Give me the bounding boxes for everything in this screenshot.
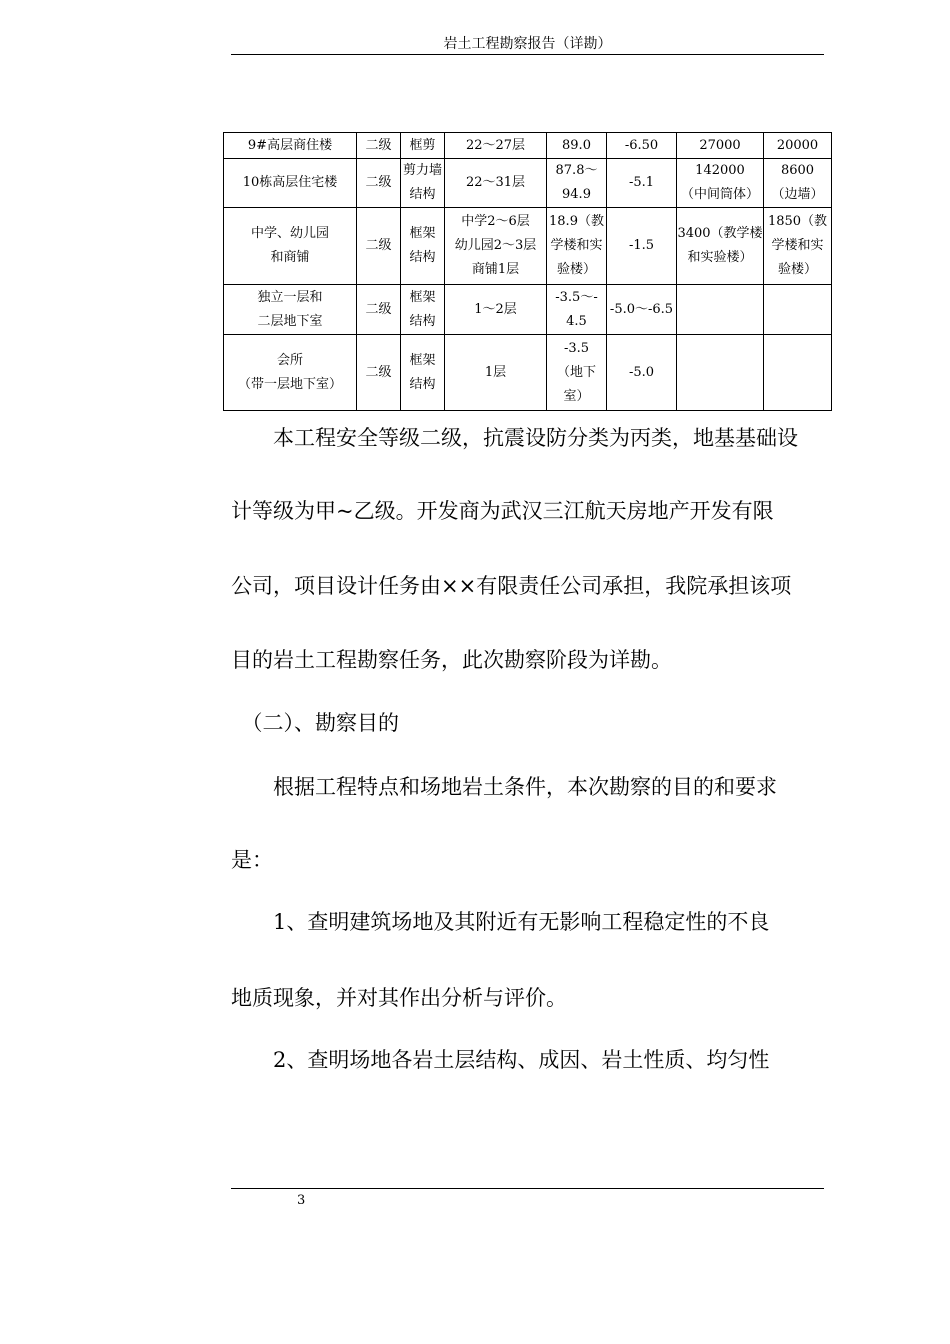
- cell-text: 94.9: [562, 187, 591, 202]
- cell-text: 27000: [699, 137, 741, 153]
- table-cell: [677, 285, 764, 335]
- table-cell: [547, 159, 607, 208]
- table-cell: [607, 133, 677, 159]
- table-cell: [677, 335, 764, 411]
- cell-text: -6.50: [624, 137, 659, 153]
- table-cell: [764, 208, 832, 285]
- table-cell: [401, 133, 445, 159]
- paragraph-line: 本工程安全等级二级，抗震设防分类为丙类，地基基础设: [231, 426, 798, 450]
- cell-text: 框架: [409, 352, 436, 368]
- table-cell: [764, 335, 832, 411]
- cell-text: 验楼）: [777, 262, 817, 277]
- cell-text: 商铺1层: [471, 262, 520, 277]
- cell-text: 10栋高层住宅楼: [242, 175, 338, 190]
- table-cell: [401, 285, 445, 335]
- table-cell: [357, 133, 401, 159]
- table-cell: [224, 208, 357, 285]
- cell-text: 幼儿园2～3层: [454, 238, 537, 253]
- cell-text: 89.0: [562, 137, 591, 153]
- cell-text: 和实验楼）: [687, 250, 753, 265]
- table-cell: [445, 159, 547, 208]
- cell-text: 4.5: [566, 313, 587, 329]
- cell-text: 1层: [484, 364, 507, 380]
- cell-text: 结构: [409, 250, 436, 265]
- table-cell: [607, 285, 677, 335]
- table-row: [224, 335, 832, 411]
- cell-text: 87.8～: [555, 163, 598, 178]
- cell-text: 二级: [365, 301, 392, 317]
- paragraph-line: 2、查明场地各岩土层结构、成因、岩土性质、均匀性: [231, 1048, 770, 1072]
- cell-text: 结构: [409, 187, 436, 202]
- cell-text: （边墙）: [771, 187, 824, 202]
- paragraph-line: 是：: [231, 848, 273, 872]
- table-cell: [547, 335, 607, 411]
- table-cell: [764, 133, 832, 159]
- cell-text: 142000: [695, 163, 745, 178]
- table-cell: [445, 285, 547, 335]
- table-cell: [224, 335, 357, 411]
- page-header: [231, 34, 824, 55]
- table-cell: [445, 133, 547, 159]
- table-cell: [547, 208, 607, 285]
- table-cell: [224, 285, 357, 335]
- cell-text: 结构: [409, 376, 436, 392]
- table-cell: [764, 285, 832, 335]
- table-cell: [357, 285, 401, 335]
- page-number: 3: [297, 1193, 306, 1208]
- cell-text: 中学、幼儿园: [250, 226, 329, 241]
- table-cell: [357, 159, 401, 208]
- cell-text: 二级: [365, 175, 392, 190]
- cell-text: 框架: [409, 289, 436, 305]
- cell-text: （中间筒体）: [680, 187, 759, 202]
- table-cell: [224, 159, 357, 208]
- cell-text: 二层地下室: [257, 313, 323, 329]
- paragraph-line: 1、查明建筑场地及其附近有无影响工程稳定性的不良: [231, 910, 770, 934]
- cell-text: 9#高层商住楼: [247, 137, 333, 153]
- table-row: [224, 285, 832, 335]
- cell-text: -1.5: [628, 238, 655, 253]
- table-cell: [764, 159, 832, 208]
- table-row: [224, 159, 832, 208]
- cell-text: -5.1: [628, 175, 655, 190]
- table-row: [224, 133, 832, 159]
- table-cell: [357, 335, 401, 411]
- cell-text: 8600: [780, 163, 815, 178]
- cell-text: 二级: [365, 238, 392, 253]
- table-cell: [607, 159, 677, 208]
- cell-text: 和商铺: [270, 250, 310, 265]
- table-cell: [677, 159, 764, 208]
- building-spec-table: [223, 132, 832, 411]
- cell-text: 室）: [563, 388, 590, 404]
- cell-text: 验楼）: [556, 262, 596, 277]
- header-title: 岩土工程勘察报告（详勘）: [443, 36, 612, 52]
- table-cell: [401, 208, 445, 285]
- table-cell: [607, 208, 677, 285]
- cell-text: 22～31层: [465, 175, 526, 190]
- cell-text: 3400（教学楼: [677, 226, 763, 241]
- paragraph-line: 计等级为甲~乙级。开发商为武汉三江航天房地产开发有限: [231, 499, 774, 523]
- table-cell: [224, 133, 357, 159]
- cell-text: 1850（教: [767, 214, 828, 229]
- table-cell: [547, 285, 607, 335]
- paragraph-line: 目的岩土工程勘察任务，此次勘察阶段为详勘。: [231, 648, 672, 672]
- table-cell: [547, 133, 607, 159]
- cell-text: 结构: [409, 313, 436, 329]
- cell-text: 中学2～6层: [461, 214, 530, 229]
- table-cell: [401, 159, 445, 208]
- table-cell: [357, 208, 401, 285]
- table-cell: [445, 335, 547, 411]
- footer-rule: [231, 1188, 824, 1189]
- table-cell: [677, 208, 764, 285]
- cell-text: 1～2层: [474, 301, 517, 317]
- cell-text: -5.0: [628, 364, 655, 380]
- cell-text: 二级: [365, 137, 392, 153]
- cell-text: （带一层地下室）: [237, 376, 342, 392]
- cell-text: -5.0～-6.5: [609, 301, 674, 317]
- cell-text: 二级: [365, 364, 392, 380]
- cell-text: 会所: [276, 352, 303, 368]
- cell-text: 学楼和实: [550, 238, 603, 253]
- cell-text: 剪力墙: [402, 163, 442, 178]
- cell-text: 22～27层: [465, 137, 526, 153]
- paragraph-line: 地质现象，并对其作出分析与评价。: [231, 986, 567, 1010]
- cell-text: （地下: [556, 364, 596, 380]
- cell-text: -3.5: [563, 340, 590, 356]
- table-cell: [445, 208, 547, 285]
- cell-text: 18.9（教: [549, 214, 604, 229]
- cell-text: 20000: [776, 137, 819, 153]
- cell-text: 学楼和实: [771, 238, 824, 253]
- cell-text: -3.5～-: [555, 289, 598, 305]
- table-cell: [607, 335, 677, 411]
- cell-text: 框剪: [409, 137, 436, 153]
- table-row: [224, 208, 832, 285]
- table-cell: [401, 335, 445, 411]
- paragraph-line: 根据工程特点和场地岩土条件，本次勘察的目的和要求: [231, 775, 777, 799]
- cell-text: 框架: [409, 226, 436, 241]
- cell-text: 独立一层和: [257, 289, 323, 305]
- paragraph-line: 公司，项目设计任务由××有限责任公司承担，我院承担该项: [231, 574, 792, 598]
- paragraph-line: （二）、勘察目的: [231, 711, 399, 735]
- table-cell: [677, 133, 764, 159]
